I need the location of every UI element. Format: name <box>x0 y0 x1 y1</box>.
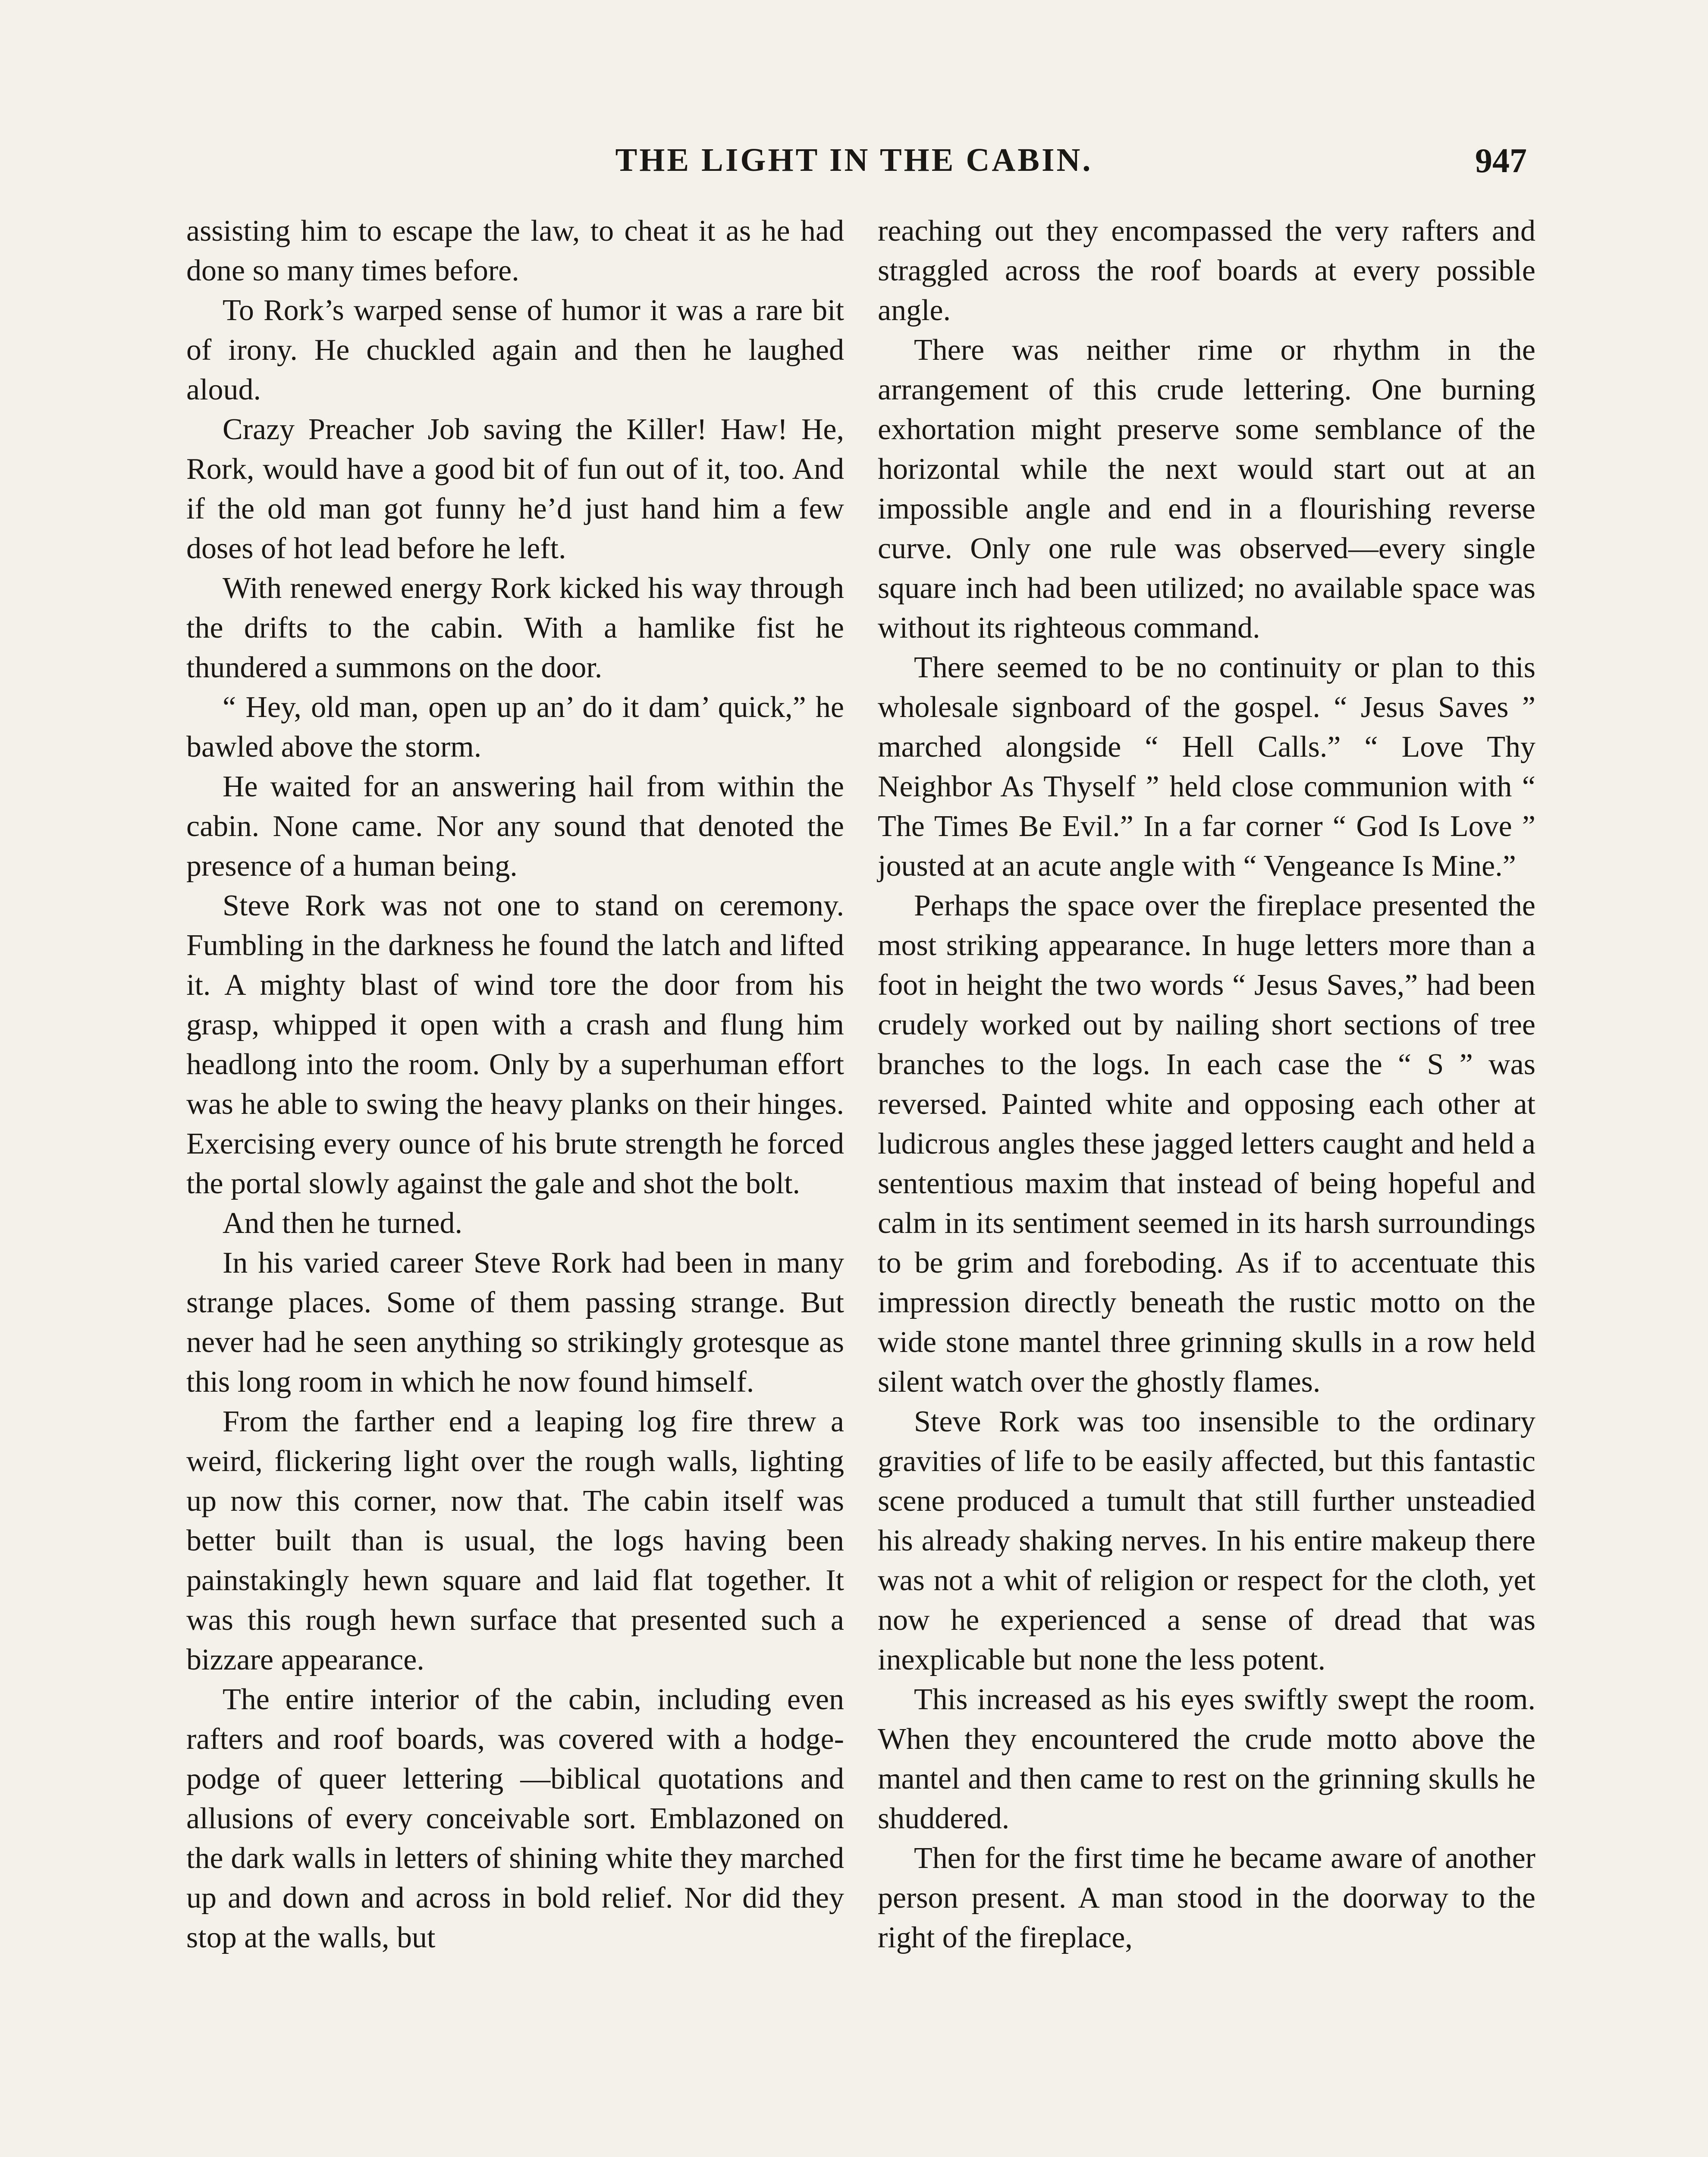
paragraph: assisting him to escape the law, to cheat it as he had done so many times before. <box>186 214 844 287</box>
left-column <box>186 211 844 1958</box>
right-column <box>878 211 1535 1958</box>
running-title: THE LIGHT IN THE CABIN. <box>615 142 1093 178</box>
paragraph: With renewed energy Rork kicked his way through the drifts to the cabin. With a hamlike fist he thundered a summons on the door. <box>186 572 844 684</box>
paragraph: reaching out they encompassed the very rafters and straggled across the roof boards at every possible angle. <box>878 214 1535 327</box>
paragraph: There was neither rime or rhythm in the arrangement of this crude lettering. One burning exhortation might preserve some semblance of the horizontal while the next would start out at an impossible angle and end in a flourishing reverse curve. Only one rule was observed—every single square inch had been utilized; no available space was without its righteous command. <box>878 333 1535 645</box>
paragraph: He waited for an answering hail from within the cabin. None came. Nor any sound that denoted the presence of a human being. <box>186 770 844 883</box>
paragraph: The entire interior of the cabin, including even rafters and roof boards, was covered with a hodge-podge of queer lettering —biblical quotations and allusions of every conceivable sort. Emblazoned on the dark walls in letters of shining white they marched up and down and across in bold relief. Nor did they stop at the walls, but <box>186 1683 844 1954</box>
paragraph: There seemed to be no continuity or plan to this wholesale signboard of the gospel. “ Jesus Saves ” marched alongside “ Hell Calls.” “ Love Thy Neighbor As Thyself ” held close communion with “ The Times Be Evil.” In a far corner “ God Is Love ” jousted at an acute angle with “ Vengeance Is Mine.” <box>878 651 1535 883</box>
paragraph: From the farther end a leaping log fire threw a weird, flickering light over the rough walls, lighting up now this corner, now that. The cabin itself was better built than is usual, the logs having been painstakingly hewn square and laid flat together. It was this rough hewn surface that presented such a bizzare appearance. <box>186 1405 844 1676</box>
paragraph: Steve Rork was not one to stand on ceremony. Fumbling in the darkness he found the latch and lifted it. A mighty blast of wind tore the door from his grasp, whipped it open with a crash and flung him headlong into the room. Only by a superhuman effort was he able to swing the heavy planks on their hinges. Exercising every ounce of his brute strength he forced the portal slowly against the gale and shot the bolt. <box>186 889 844 1200</box>
paragraph: Perhaps the space over the fireplace presented the most striking appearance. In huge letters more than a foot in height the two words “ Jesus Saves,” had been crudely worked out by nailing short sections of tree branches to the logs. In each case the “ S ” was reversed. Painted white and opposing each other at ludicrous angles these jagged letters caught and held a sententious maxim that instead of being hopeful and calm in its sentiment seemed in its harsh surroundings to be grim and foreboding. As if to accentuate this impression directly beneath the rustic motto on the wide stone mantel three grinning skulls in a row held silent watch over the ghostly flames. <box>878 889 1535 1399</box>
paragraph: Steve Rork was too insensible to the ordinary gravities of life to be easily affected, but this fantastic scene produced a tumult that still further unsteadied his already shaking nerves. In his entire makeup there was not a whit of religion or respect for the cloth, yet now he experienced a sense of dread that was inexplicable but none the less potent. <box>878 1405 1535 1676</box>
paragraph: “ Hey, old man, open up an’ do it dam’ quick,” he bawled above the storm. <box>186 691 844 764</box>
page-number: 947 <box>1475 142 1527 180</box>
paragraph: Crazy Preacher Job saving the Killer! Haw! He, Rork, would have a good bit of fun out of it, too. And if the old man got funny he’d just hand him a few doses of hot lead before he left. <box>186 413 844 565</box>
paragraph: To Rork’s warped sense of humor it was a rare bit of irony. He chuckled again and then he laughed aloud. <box>186 294 844 406</box>
paragraph: Then for the first time he became aware of another person present. A man stood in the doorway to the right of the fireplace, <box>878 1842 1535 1954</box>
paragraph: And then he turned. <box>223 1207 462 1240</box>
paragraph: In his varied career Steve Rork had been in many strange places. Some of them passing strange. But never had he seen anything so strikingly grotesque as this long room in which he now found himself. <box>186 1246 844 1399</box>
running-head <box>181 137 1527 185</box>
paragraph: This increased as his eyes swiftly swept the room. When they encountered the crude motto above the mantel and then came to rest on the grinning skulls he shuddered. <box>878 1683 1535 1835</box>
